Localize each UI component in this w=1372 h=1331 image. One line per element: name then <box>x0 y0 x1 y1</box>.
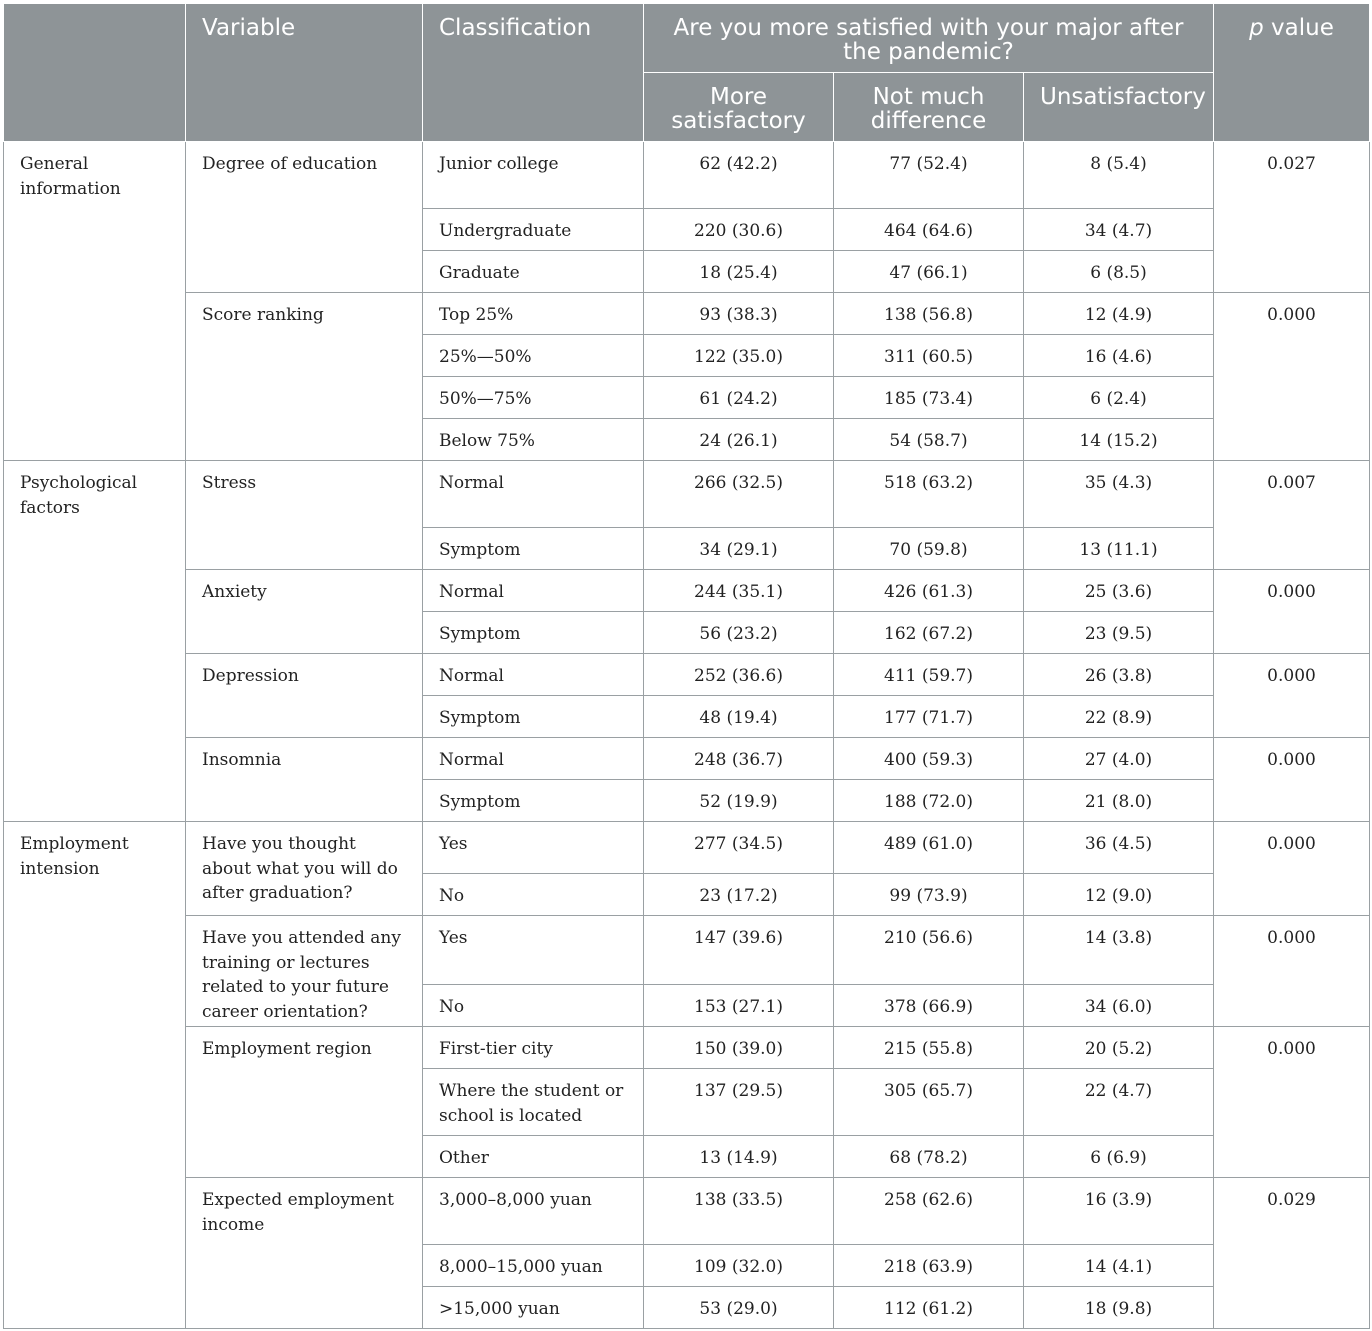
variable-cell: Stress <box>186 461 423 570</box>
classification-cell: Symptom <box>423 528 644 570</box>
not-much-cell: 400 (59.3) <box>834 738 1024 780</box>
not-much-cell: 464 (64.6) <box>834 209 1024 251</box>
table-row <box>4 1027 1370 1069</box>
classification-cell: 25%—50% <box>423 335 644 377</box>
unsat-cell: 34 (4.7) <box>1024 209 1214 251</box>
unsat-cell: 22 (4.7) <box>1024 1069 1214 1136</box>
unsat-cell: 23 (9.5) <box>1024 612 1214 654</box>
header-p-letter: p <box>1249 15 1264 41</box>
more-cell: 48 (19.4) <box>644 696 834 738</box>
header-more-satisfactory: More satisfactory <box>644 73 834 142</box>
variable-cell: Insomnia <box>186 738 423 822</box>
not-much-cell: 177 (71.7) <box>834 696 1024 738</box>
classification-cell: Symptom <box>423 780 644 822</box>
classification-cell: Junior college <box>423 142 644 209</box>
variable-cell: Expected employment income <box>186 1178 423 1329</box>
header-variable: Variable <box>186 4 423 142</box>
p-value-cell: 0.000 <box>1214 916 1370 1027</box>
more-cell: 93 (38.3) <box>644 293 834 335</box>
unsat-cell: 8 (5.4) <box>1024 142 1214 209</box>
classification-cell: Top 25% <box>423 293 644 335</box>
table-header <box>4 4 1370 142</box>
p-value-cell: 0.000 <box>1214 293 1370 461</box>
more-cell: 24 (26.1) <box>644 419 834 461</box>
more-cell: 138 (33.5) <box>644 1178 834 1245</box>
more-cell: 23 (17.2) <box>644 874 834 916</box>
not-much-cell: 70 (59.8) <box>834 528 1024 570</box>
more-cell: 18 (25.4) <box>644 251 834 293</box>
not-much-cell: 47 (66.1) <box>834 251 1024 293</box>
not-much-cell: 218 (63.9) <box>834 1245 1024 1287</box>
group-general-information: General information <box>4 142 186 461</box>
p-value-cell: 0.029 <box>1214 1178 1370 1329</box>
header-p-value <box>1214 4 1370 142</box>
group-employment-intension: Employment intension <box>4 822 186 1329</box>
classification-cell: No <box>423 985 644 1027</box>
unsat-cell: 14 (4.1) <box>1024 1245 1214 1287</box>
more-cell: 220 (30.6) <box>644 209 834 251</box>
not-much-cell: 54 (58.7) <box>834 419 1024 461</box>
variable-cell: Employment region <box>186 1027 423 1178</box>
unsat-cell: 14 (3.8) <box>1024 916 1214 985</box>
more-cell: 53 (29.0) <box>644 1287 834 1329</box>
table-row <box>4 738 1370 780</box>
classification-cell: Normal <box>423 738 644 780</box>
not-much-cell: 112 (61.2) <box>834 1287 1024 1329</box>
variable-cell: Anxiety <box>186 570 423 654</box>
not-much-cell: 162 (67.2) <box>834 612 1024 654</box>
table-row <box>4 461 1370 528</box>
unsat-cell: 21 (8.0) <box>1024 780 1214 822</box>
more-cell: 150 (39.0) <box>644 1027 834 1069</box>
more-cell: 122 (35.0) <box>644 335 834 377</box>
more-cell: 13 (14.9) <box>644 1136 834 1178</box>
unsat-cell: 35 (4.3) <box>1024 461 1214 528</box>
not-much-cell: 311 (60.5) <box>834 335 1024 377</box>
more-cell: 34 (29.1) <box>644 528 834 570</box>
more-cell: 252 (36.6) <box>644 654 834 696</box>
not-much-cell: 188 (72.0) <box>834 780 1024 822</box>
more-cell: 61 (24.2) <box>644 377 834 419</box>
table-row <box>4 570 1370 612</box>
classification-cell: Normal <box>423 654 644 696</box>
more-cell: 248 (36.7) <box>644 738 834 780</box>
satisfaction-table <box>3 3 1370 1329</box>
more-cell: 277 (34.5) <box>644 822 834 874</box>
variable-cell: Degree of education <box>186 142 423 293</box>
not-much-cell: 518 (63.2) <box>834 461 1024 528</box>
more-cell: 137 (29.5) <box>644 1069 834 1136</box>
classification-cell: Yes <box>423 822 644 874</box>
classification-cell: Normal <box>423 461 644 528</box>
p-value-cell: 0.000 <box>1214 654 1370 738</box>
unsat-cell: 18 (9.8) <box>1024 1287 1214 1329</box>
p-value-cell: 0.000 <box>1214 570 1370 654</box>
unsat-cell: 6 (6.9) <box>1024 1136 1214 1178</box>
classification-cell: Other <box>423 1136 644 1178</box>
variable-cell: Score ranking <box>186 293 423 461</box>
classification-cell: 50%—75% <box>423 377 644 419</box>
more-cell: 244 (35.1) <box>644 570 834 612</box>
not-much-cell: 378 (66.9) <box>834 985 1024 1027</box>
header-unsatisfactory: Unsatisfactory <box>1024 73 1214 142</box>
classification-cell: First-tier city <box>423 1027 644 1069</box>
table-row <box>4 293 1370 335</box>
not-much-cell: 215 (55.8) <box>834 1027 1024 1069</box>
not-much-cell: 305 (65.7) <box>834 1069 1024 1136</box>
classification-cell: 8,000–15,000 yuan <box>423 1245 644 1287</box>
variable-cell: Have you thought about what you will do after graduation? <box>186 822 423 916</box>
more-cell: 266 (32.5) <box>644 461 834 528</box>
p-value-cell: 0.000 <box>1214 738 1370 822</box>
variable-cell: Have you attended any training or lectures related to your future career orientation? <box>186 916 423 1027</box>
header-classification: Classification <box>423 4 644 142</box>
table-row <box>4 822 1370 874</box>
unsat-cell: 16 (4.6) <box>1024 335 1214 377</box>
classification-cell: >15,000 yuan <box>423 1287 644 1329</box>
header-p-suffix: value <box>1263 15 1334 41</box>
not-much-cell: 68 (78.2) <box>834 1136 1024 1178</box>
more-cell: 153 (27.1) <box>644 985 834 1027</box>
unsat-cell: 12 (4.9) <box>1024 293 1214 335</box>
classification-cell: 3,000–8,000 yuan <box>423 1178 644 1245</box>
p-value-cell: 0.000 <box>1214 1027 1370 1178</box>
more-cell: 56 (23.2) <box>644 612 834 654</box>
p-value-cell: 0.007 <box>1214 461 1370 570</box>
group-psychological-factors: Psychological factors <box>4 461 186 822</box>
not-much-cell: 210 (56.6) <box>834 916 1024 985</box>
classification-cell: No <box>423 874 644 916</box>
unsat-cell: 6 (2.4) <box>1024 377 1214 419</box>
not-much-cell: 426 (61.3) <box>834 570 1024 612</box>
classification-cell: Where the student or school is located <box>423 1069 644 1136</box>
more-cell: 62 (42.2) <box>644 142 834 209</box>
unsat-cell: 22 (8.9) <box>1024 696 1214 738</box>
p-value-cell: 0.027 <box>1214 142 1370 293</box>
more-cell: 147 (39.6) <box>644 916 834 985</box>
more-cell: 109 (32.0) <box>644 1245 834 1287</box>
classification-cell: Yes <box>423 916 644 985</box>
unsat-cell: 27 (4.0) <box>1024 738 1214 780</box>
not-much-cell: 258 (62.6) <box>834 1178 1024 1245</box>
table-row <box>4 916 1370 985</box>
classification-cell: Symptom <box>423 696 644 738</box>
not-much-cell: 99 (73.9) <box>834 874 1024 916</box>
classification-cell: Symptom <box>423 612 644 654</box>
not-much-cell: 489 (61.0) <box>834 822 1024 874</box>
unsat-cell: 26 (3.8) <box>1024 654 1214 696</box>
table-row <box>4 1178 1370 1245</box>
unsat-cell: 14 (15.2) <box>1024 419 1214 461</box>
not-much-cell: 411 (59.7) <box>834 654 1024 696</box>
unsat-cell: 36 (4.5) <box>1024 822 1214 874</box>
p-value-cell: 0.000 <box>1214 822 1370 916</box>
unsat-cell: 20 (5.2) <box>1024 1027 1214 1069</box>
classification-cell: Graduate <box>423 251 644 293</box>
classification-cell: Undergraduate <box>423 209 644 251</box>
classification-cell: Normal <box>423 570 644 612</box>
variable-cell: Depression <box>186 654 423 738</box>
not-much-cell: 185 (73.4) <box>834 377 1024 419</box>
header-blank <box>4 4 186 142</box>
classification-cell: Below 75% <box>423 419 644 461</box>
unsat-cell: 25 (3.6) <box>1024 570 1214 612</box>
table-row <box>4 654 1370 696</box>
unsat-cell: 12 (9.0) <box>1024 874 1214 916</box>
more-cell: 52 (19.9) <box>644 780 834 822</box>
unsat-cell: 13 (11.1) <box>1024 528 1214 570</box>
unsat-cell: 6 (8.5) <box>1024 251 1214 293</box>
unsat-cell: 34 (6.0) <box>1024 985 1214 1027</box>
header-not-much-difference: Not much difference <box>834 73 1024 142</box>
not-much-cell: 138 (56.8) <box>834 293 1024 335</box>
not-much-cell: 77 (52.4) <box>834 142 1024 209</box>
header-question: Are you more satisfied with your major after the pandemic? <box>644 4 1214 73</box>
unsat-cell: 16 (3.9) <box>1024 1178 1214 1245</box>
table-row <box>4 142 1370 209</box>
